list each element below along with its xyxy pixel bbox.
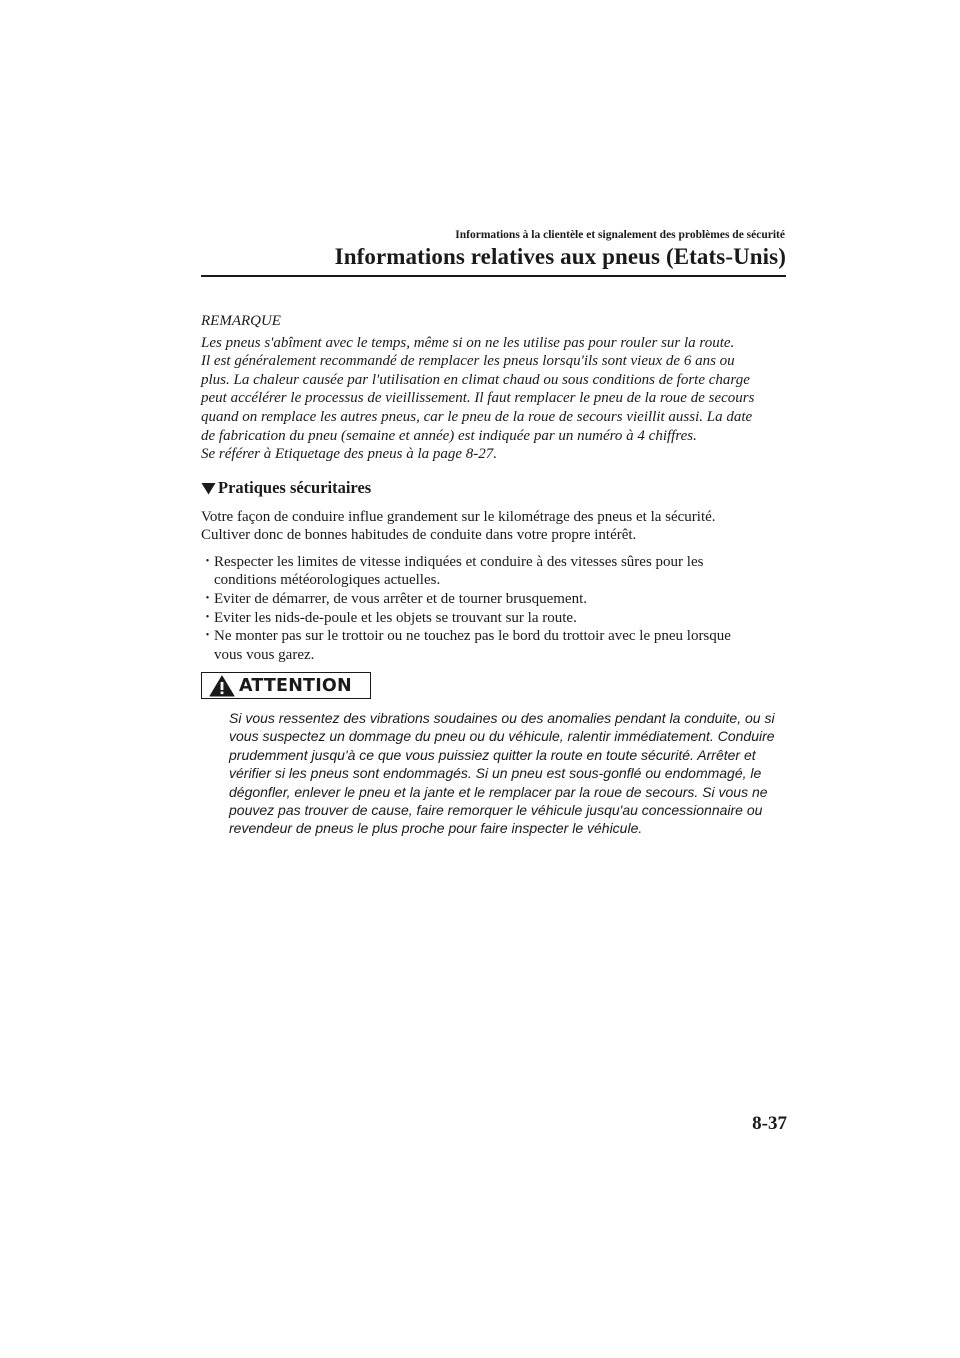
intro-line: Votre façon de conduire influe grandement sur le kilométrage des pneus et la sécurité. <box>201 508 716 525</box>
page-number: 8-37 <box>752 1113 787 1134</box>
attention-line: vous suspectez un dommage du pneu ou du véhicule, ralentir immédiatement. Conduire <box>229 728 775 745</box>
bullet-dot: • <box>205 630 210 642</box>
section-heading <box>201 479 801 498</box>
list-item <box>201 553 801 590</box>
attention-line: prudemment jusqu'à ce que vous puissiez quitter la route en toute sécurité. Arrêter et <box>229 746 756 763</box>
bullet-dot: • <box>205 611 210 623</box>
remark-block <box>201 312 801 464</box>
list-item <box>201 627 801 664</box>
intro-line: Cultiver donc de bonnes habitudes de conduite dans votre propre intérêt. <box>201 527 637 544</box>
remark-line: peut accélérer le processus de vieillissement. Il faut remplacer le pneu de la roue de secours <box>201 390 755 407</box>
warning-triangle-icon <box>209 675 235 697</box>
section-heading-text: Pratiques sécuritaires <box>218 478 372 497</box>
attention-line: revendeur de pneus le plus proche pour faire inspecter le véhicule. <box>229 820 643 837</box>
remark-line: Il est généralement recommandé de remplacer les pneus lorsqu'ils sont vieux de 6 ans ou <box>201 353 735 370</box>
bullet-line: vous vous garez. <box>214 646 315 663</box>
bullet-line: Ne monter pas sur le trottoir ou ne touchez pas le bord du trottoir avec le pneu lorsque <box>214 628 731 645</box>
list-item <box>201 590 801 609</box>
remark-line: quand on remplace les autres pneus, car le pneu de la roue de secours vieillit aussi. La date <box>201 408 753 425</box>
triangle-down-icon <box>201 482 216 495</box>
safe-practices-section <box>201 479 801 664</box>
bullet-line: Eviter de démarrer, de vous arrêter et de tourner brusquement. <box>214 590 587 607</box>
header-subtitle: Informations à la clientèle et signalement des problèmes de sécurité <box>455 229 785 241</box>
bullet-line: Respecter les limites de vitesse indiquées et conduire à des vitesses sûres pour les <box>214 553 704 570</box>
remark-line: Les pneus s'abîment avec le temps, même si on ne les utilise pas pour rouler sur la route. <box>201 334 735 351</box>
page-title: Informations relatives aux pneus (Etats-Unis) <box>334 244 786 269</box>
attention-box <box>201 672 371 699</box>
header-divider <box>201 275 786 277</box>
attention-line: dégonfler, enlever le pneu et la jante et le remplacer par la roue de secours. Si vous ne <box>229 783 768 800</box>
list-item <box>201 609 801 628</box>
attention-line: Si vous ressentez des vibrations soudaines ou des anomalies pendant la conduite, ou si <box>229 710 775 726</box>
remark-label: REMARQUE <box>201 313 281 329</box>
remark-line: de fabrication du pneu (semaine et année) est indiquée par un numéro à 4 chiffres. <box>201 427 697 444</box>
bullet-list <box>201 553 801 665</box>
attention-text <box>229 709 789 838</box>
bullet-dot: • <box>205 592 210 604</box>
bullet-dot: • <box>205 555 210 567</box>
attention-label: ATTENTION <box>239 675 352 696</box>
remark-line: Se référer à Etiquetage des pneus à la page 8-27. <box>201 446 498 463</box>
attention-line: vérifier si les pneus sont endommagés. Si un pneu est sous-gonflé ou endommagé, le <box>229 765 762 782</box>
bullet-line: Eviter les nids-de-poule et les objets se trouvant sur la route. <box>214 609 577 626</box>
remark-line: plus. La chaleur causée par l'utilisation en climat chaud ou sous conditions de forte charge <box>201 371 750 388</box>
attention-line: pouvez pas trouver de cause, faire remorquer le véhicule jusqu'au concessionnaire ou <box>229 802 763 819</box>
bullet-line: conditions météorologiques actuelles. <box>214 572 441 589</box>
